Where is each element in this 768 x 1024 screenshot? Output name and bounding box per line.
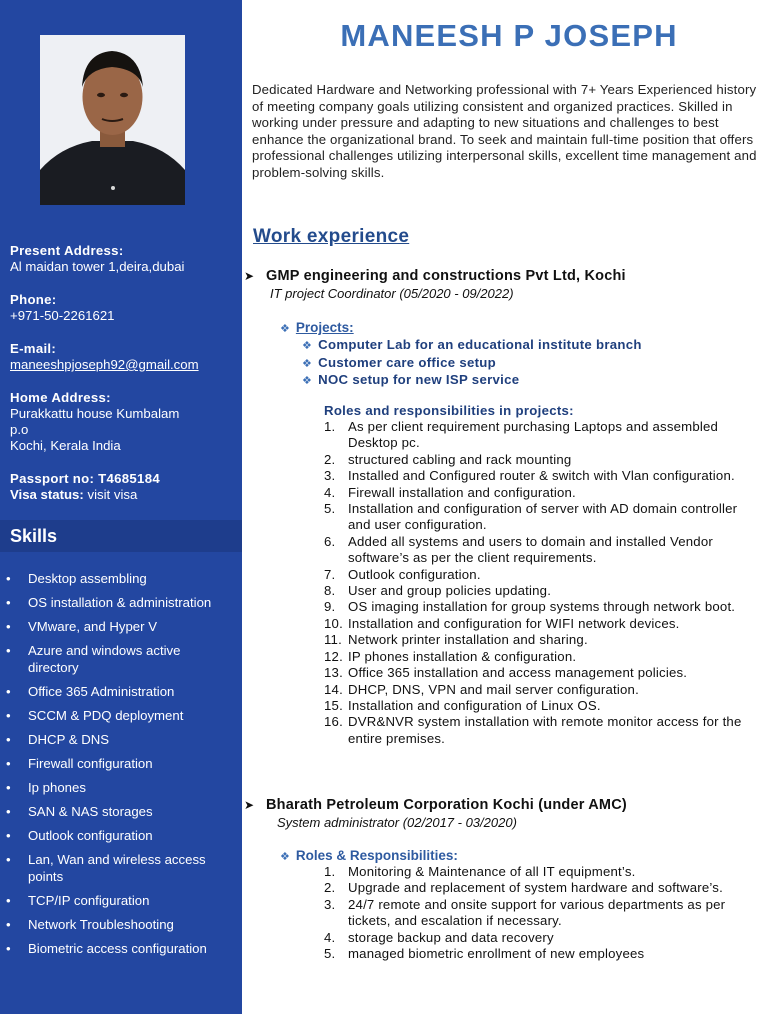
home-address-line-2: p.o <box>10 422 29 437</box>
projects-list <box>302 337 642 390</box>
diamond-bullet-icon: ❖ <box>302 375 313 387</box>
responsibilities-heading <box>280 847 458 865</box>
role-item: 8. User and group policies updating. <box>324 583 552 599</box>
role-item: 2. Upgrade and replacement of system hardware and software’s. <box>324 880 723 896</box>
role-item: 16. DVR&NVR system installation with remote monitor access for the entire premises. <box>324 714 742 746</box>
skill-item: • Network Troubleshooting <box>28 916 233 933</box>
role-text: Added all systems and users to domain and installed Vendor software’s as per the client requirements. <box>348 533 713 566</box>
project-item <box>302 337 642 355</box>
visa-status <box>10 487 238 503</box>
role-item: 12. IP phones installation & configuration. <box>324 648 577 664</box>
skill-item: • Office 365 Administration <box>28 683 233 700</box>
job-role: IT project Coordinator (05/2020 - 09/2022) <box>270 286 514 301</box>
role-item: 6. Added all systems and users to domain and installed Vendor software’s as per the client requirements. <box>324 533 713 566</box>
role-text: 24/7 remote and onsite support for various departments as per tickets, and escalation if necessary. <box>348 896 726 929</box>
role-item: 2. structured cabling and rack mounting <box>324 451 572 467</box>
role-text: Office 365 installation and access management policies. <box>348 665 688 681</box>
role-item: 9. OS imaging installation for group systems through network boot. <box>324 599 736 615</box>
job-company-name: GMP engineering and constructions Pvt Ltd, Kochi <box>266 268 626 284</box>
project-item-label: Customer care office setup <box>318 354 496 370</box>
role-text: Outlook configuration. <box>348 566 481 582</box>
role-item: 1. As per client requirement purchasing Laptops and assembled Desktop pc. <box>324 419 719 451</box>
phone-label: Phone: <box>10 292 57 307</box>
work-experience-heading: Work experience <box>253 226 410 247</box>
passport-number: Passport no: T4685184 <box>10 471 160 486</box>
skill-item: • Outlook configuration <box>28 827 233 844</box>
job-bpcl <box>244 796 764 831</box>
job-company-name: Bharath Petroleum Corporation Kochi (under AMC) <box>266 797 627 813</box>
role-text: structured cabling and rack mounting <box>348 451 572 467</box>
profile-photo-illustration <box>40 35 185 205</box>
present-address-value: Al maidan tower 1,deira,dubai <box>10 259 185 274</box>
arrow-bullet-icon: ➤ <box>244 269 255 283</box>
diamond-bullet-icon: ❖ <box>302 357 313 370</box>
present-address-label: Present Address: <box>10 243 124 258</box>
profile-summary: Dedicated Hardware and Networking professional with 7+ Years Experienced history of meeting company goals utilizing consistent and organized practices. Skilled in working under pressure and adapting to new situations and challenges to best enhance the organizational brand. To seek and maintain full-time position that offers professional challenges utilizing interpersonal skills, excellent time management and problem-solving skills. <box>252 82 757 180</box>
email-label: E-mail: <box>10 341 57 356</box>
skill-item: • Firewall configuration <box>28 755 233 772</box>
skill-item: • SCCM & PDQ deployment <box>28 707 233 724</box>
role-text: Installation and configuration of Linux OS. <box>348 697 601 713</box>
role-item: 14. DHCP, DNS, VPN and mail server configuration. <box>324 681 639 697</box>
responsibilities-title: Roles & Responsibilities: <box>295 848 458 863</box>
job-company <box>244 267 764 285</box>
role-item: 11. Network printer installation and sharing. <box>324 632 588 648</box>
role-text: Upgrade and replacement of system hardware and software’s. <box>348 880 723 896</box>
role-item: 4. storage backup and data recovery <box>324 929 554 945</box>
role-text: User and group policies updating. <box>348 583 552 599</box>
role-text: storage backup and data recovery <box>348 929 554 945</box>
phone-value: +971-50-2261621 <box>10 308 115 323</box>
skills-header <box>0 520 242 552</box>
diamond-bullet-icon: ❖ <box>302 340 313 352</box>
role-text: Installed and Configured router & switch with Vlan configuration. <box>348 468 735 484</box>
home-address-label: Home Address: <box>10 390 111 405</box>
role-text: Network printer installation and sharing. <box>348 632 588 648</box>
role-text: DHCP, DNS, VPN and mail server configuration. <box>348 681 639 697</box>
visa-status-label: Visa status: <box>10 487 84 502</box>
projects-heading <box>280 319 354 337</box>
skill-item: • Biometric access configuration <box>28 940 233 957</box>
roles-heading: Roles and responsibilities in projects: <box>324 403 574 418</box>
role-item: 4. Firewall installation and configuration. <box>324 484 576 500</box>
diamond-bullet-icon: ❖ <box>280 851 290 863</box>
skill-item: • OS installation & administration <box>28 594 233 611</box>
role-item: 15. Installation and configuration of Linux OS. <box>324 697 601 713</box>
skill-item: • TCP/IP configuration <box>28 892 233 909</box>
skill-item: • Azure and windows active directory <box>28 642 233 676</box>
role-text: IP phones installation & configuration. <box>348 648 577 664</box>
candidate-name: MANEESH P JOSEPH <box>340 18 678 53</box>
job-gmp <box>244 267 764 302</box>
diamond-bullet-icon: ❖ <box>280 323 290 335</box>
skills-list <box>28 570 233 964</box>
projects-title: Projects: <box>295 320 354 335</box>
role-text: OS imaging installation for group systems through network boot. <box>348 599 736 615</box>
role-text: Installation and configuration of server with AD domain controller and user configuration. <box>348 501 738 533</box>
role-text: As per client requirement purchasing Laptops and assembled Desktop pc. <box>348 419 719 451</box>
profile-photo <box>40 35 185 205</box>
role-text: managed biometric enrollment of new employees <box>348 946 645 962</box>
job-company <box>244 796 764 814</box>
home-address-line-3: Kochi, Kerala India <box>10 438 121 453</box>
role-item: 3. 24/7 remote and onsite support for various departments as per tickets, and escalation if necessary. <box>324 896 726 929</box>
role-item: 1. Monitoring & Maintenance of all IT equipment’s. <box>324 864 636 879</box>
skills-title: Skills <box>10 526 58 546</box>
role-item: 5. Installation and configuration of server with AD domain controller and user configuration. <box>324 501 738 533</box>
project-item-label: NOC setup for new ISP service <box>318 372 520 387</box>
role-text: DVR&NVR system installation with remote monitor access for the entire premises. <box>348 714 742 746</box>
role-item: 10. Installation and configuration for WIFI network devices. <box>324 615 680 631</box>
job-role: System administrator (02/2017 - 03/2020) <box>277 815 517 830</box>
role-text: Monitoring & Maintenance of all IT equipment’s. <box>348 864 636 879</box>
project-item-label: Computer Lab for an educational institute branch <box>318 337 642 352</box>
project-item <box>302 372 642 390</box>
skill-item: • DHCP & DNS <box>28 731 233 748</box>
skill-item: • SAN & NAS storages <box>28 803 233 820</box>
skill-item: • Lan, Wan and wireless access points <box>28 851 233 885</box>
sidebar <box>0 0 242 1014</box>
role-item: 5. managed biometric enrollment of new employees <box>324 946 645 962</box>
project-item <box>302 355 642 373</box>
contact-info <box>10 243 238 520</box>
skill-item: • Desktop assembling <box>28 570 233 587</box>
responsibilities-list <box>324 864 760 962</box>
home-address-line-1: Purakkattu house Kumbalam <box>10 406 180 421</box>
roles-list <box>324 419 760 747</box>
role-item: 7. Outlook configuration. <box>324 566 481 582</box>
skill-item: • Ip phones <box>28 779 233 796</box>
email-link[interactable]: maneeshpjoseph92@gmail.com <box>10 357 199 372</box>
role-text: Installation and configuration for WIFI network devices. <box>348 615 680 631</box>
role-item: 3. Installed and Configured router & switch with Vlan configuration. <box>324 468 735 484</box>
role-text: Firewall installation and configuration. <box>348 484 576 500</box>
role-item: 13. Office 365 installation and access management policies. <box>324 665 688 681</box>
skill-item: • VMware, and Hyper V <box>28 618 233 635</box>
arrow-bullet-icon: ➤ <box>244 798 255 812</box>
visa-status-value: visit visa <box>87 487 138 502</box>
